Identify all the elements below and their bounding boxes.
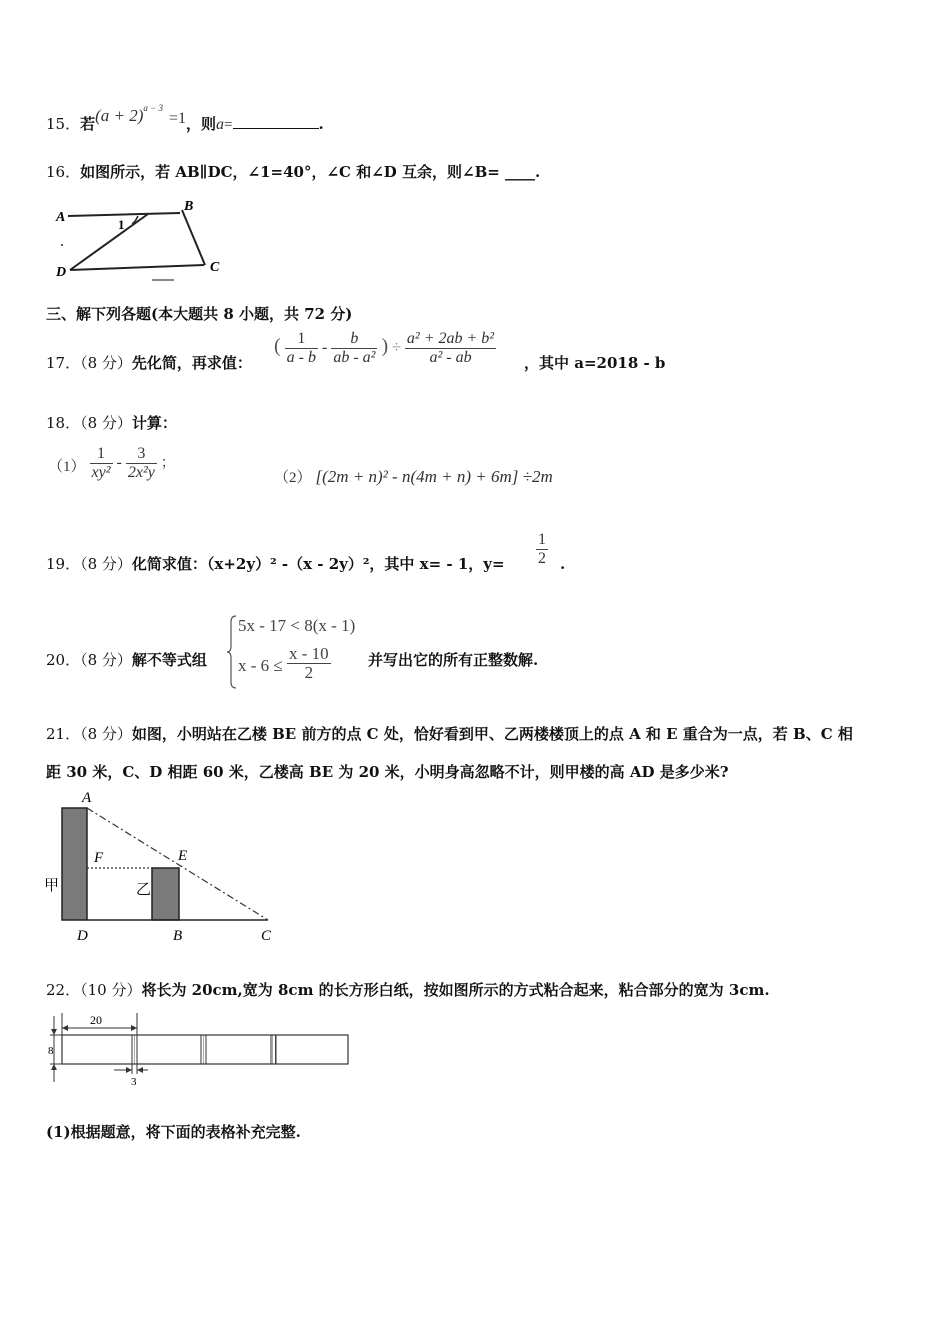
q17-fraction-1 — [285, 330, 318, 367]
question-20 — [46, 650, 207, 670]
q17-close-paren: ) — [381, 335, 389, 358]
q17-divide: ÷ — [392, 339, 401, 357]
q15-prefix: 若 — [80, 115, 96, 133]
q17-f1-numerator: 1 — [297, 330, 306, 347]
q18-p2-label: （2） — [274, 470, 312, 486]
q18-text: 计算： — [131, 414, 177, 432]
q16-line-dc — [70, 265, 204, 270]
q16-label-c: C — [210, 260, 220, 275]
q19-number: 19． — [46, 555, 81, 573]
q16-number: 16． — [46, 163, 81, 181]
q15-number: 15． — [46, 115, 81, 133]
q18-part-2 — [274, 466, 553, 487]
q15-then: ，则 — [186, 115, 217, 133]
q17-score: （8 分） — [80, 354, 132, 372]
q21-label-b: B — [173, 928, 183, 944]
q18-p1-f2-numerator: 3 — [137, 445, 146, 462]
q17-number: 17． — [46, 354, 81, 372]
q21-building-yi — [152, 868, 179, 920]
question-19 — [46, 554, 505, 574]
q21-text-1: 如图，小明站在乙楼 BE 前方的点 C 处，恰好看到甲、乙两楼楼顶上的点 A 和 E 重合为一点，若 B、C 相 — [131, 725, 853, 743]
q20-denominator: 2 — [287, 663, 331, 682]
q21-figure — [40, 790, 290, 946]
question-16 — [46, 162, 540, 182]
q21-number: 21． — [46, 725, 81, 743]
q20-number: 20． — [46, 651, 81, 669]
q22-number: 22． — [46, 981, 81, 999]
q17-f2-denominator: ab - a² — [333, 349, 376, 366]
q22-overlap-3 — [271, 1035, 276, 1064]
q20-text: 解不等式组 — [131, 651, 207, 669]
q21-label-a: A — [82, 790, 92, 806]
q18-p1-fraction-2 — [126, 445, 157, 482]
q17-f3-numerator: a² + 2ab + b² — [406, 330, 495, 347]
q17-open-paren: ( — [274, 335, 281, 358]
q19-denominator: 2 — [538, 550, 546, 567]
q18-part-1 — [48, 445, 175, 482]
q15-equals-one: =1 — [168, 110, 187, 127]
q18-score: （8 分） — [80, 414, 132, 432]
q16-label-d: D — [56, 265, 67, 280]
q19-frac-half — [536, 531, 548, 568]
q17-expression — [274, 330, 496, 367]
q21-label-c: C — [261, 928, 272, 944]
section-3-title: 三、解下列各题(本大题共 8 小题，共 72 分) — [46, 305, 353, 323]
q18-p1-fraction-1 — [90, 445, 113, 482]
q18-p1-f1-denominator: xy² — [91, 464, 111, 481]
q22-label-overlap: 3 — [131, 1076, 137, 1088]
q20-line-2 — [238, 645, 331, 682]
q22-figure — [44, 1008, 356, 1090]
q21-label-e: E — [178, 848, 188, 864]
q21-label-yi: 乙 — [136, 882, 152, 898]
q17-f2-numerator: b — [350, 330, 359, 347]
q16-line-ab — [68, 213, 180, 216]
q16-dot — [61, 244, 63, 246]
q18-p1-label: （1） — [48, 459, 86, 476]
q17-minus: - — [322, 339, 328, 357]
q20-tail: 并写出它的所有正整数解. — [368, 651, 539, 669]
q16-label-b: B — [184, 199, 194, 214]
q21-building-jia — [62, 808, 87, 920]
q17-fraction-3 — [405, 330, 496, 367]
q15-answer-blank — [233, 114, 319, 129]
question-22 — [46, 980, 770, 1000]
q19-numerator: 1 — [538, 531, 546, 548]
q17-text: 先化简，再求值： — [131, 354, 252, 372]
question-17-label — [46, 353, 252, 373]
q20-fraction — [287, 645, 331, 682]
q20-numerator: x - 10 — [289, 644, 329, 663]
question-15 — [46, 103, 324, 136]
q18-p1-minus: - — [116, 454, 122, 472]
q15-end: . — [318, 115, 324, 133]
q16-text: 如图所示，若 AB∥DC，∠1=40°，∠C 和∠D 互余，则∠B= ____. — [80, 163, 541, 181]
q16-line-ad — [70, 214, 148, 270]
q21-label-jia: 甲 — [44, 878, 60, 894]
q16-line-bc — [182, 210, 205, 265]
q18-p1-f2-denominator: 2x²y — [127, 464, 155, 481]
q15-equals: = — [224, 117, 233, 133]
q22-overlap-1 — [132, 1035, 137, 1064]
q17-tail: ，其中 a=2018 - b — [524, 354, 666, 372]
q19-end: . — [560, 555, 566, 573]
q15-exponent: a − 3 — [143, 103, 163, 113]
q18-p1-end: ； — [160, 456, 175, 472]
q15-base: (a + 2) — [95, 106, 144, 125]
q22-overlap-2 — [201, 1035, 206, 1064]
q18-p1-f1-numerator: 1 — [97, 445, 106, 462]
q18-number: 18． — [46, 414, 81, 432]
q22-score: （10 分） — [80, 981, 142, 999]
q22-text: 将长为 20cm,宽为 8cm 的长方形白纸，按如图所示的方式粘合起来，粘合部分的宽为 3cm. — [141, 981, 770, 999]
question-18-label — [46, 413, 177, 433]
q16-label-a: A — [56, 210, 66, 225]
q17-f3-denominator: a² - ab — [405, 348, 496, 367]
q20-line2-prefix: x - 6 ≤ — [238, 656, 283, 676]
q20-brace — [226, 614, 238, 690]
q19-fraction — [536, 531, 548, 568]
q18-p2-expression: [(2m + n)² - n(4m + n) + 6m] ÷2m — [315, 467, 553, 486]
q21-label-f: F — [94, 850, 104, 866]
q22-label-length: 20 — [90, 1013, 102, 1027]
q22-subquestion-1: (1)根据题意，将下面的表格补充完整. — [46, 1123, 301, 1141]
q20-score: （8 分） — [80, 651, 132, 669]
q17-fraction-2 — [331, 330, 377, 367]
q17-f1-denominator: a - b — [286, 349, 316, 366]
q21-score: （8 分） — [80, 725, 132, 743]
q22-label-width: 8 — [48, 1045, 54, 1057]
question-21-line-1 — [46, 724, 853, 744]
q19-score: （8 分） — [80, 555, 132, 573]
q15-variable: a — [216, 116, 225, 133]
question-21-line-2: 距 30 米，C、D 相距 60 米，乙楼高 BE 为 20 米，小明身高忽略不计，则甲楼的高 AD 是多少米? — [46, 763, 729, 781]
q16-figure — [52, 196, 232, 282]
q16-label-1: 1 — [118, 217, 125, 232]
q19-text: 化简求值：（x+2y）² -（x - 2y）²，其中 x= - 1，y= — [131, 555, 505, 573]
q21-label-d: D — [77, 928, 88, 944]
q20-line-1: 5x - 17 < 8(x - 1) — [238, 616, 356, 635]
